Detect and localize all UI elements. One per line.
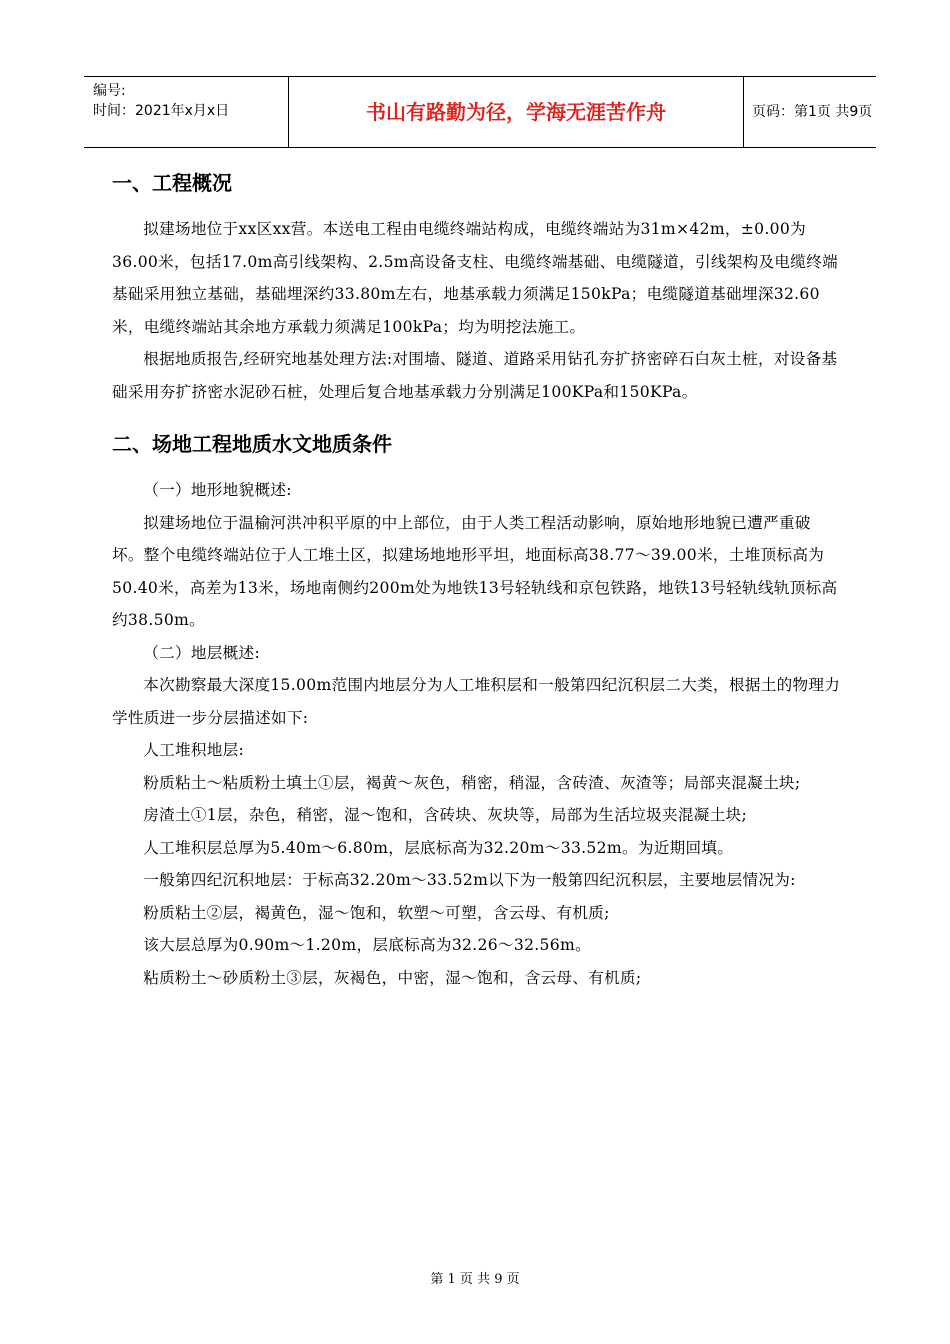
document-number-label: 编号:: [93, 83, 126, 99]
paragraph: 粉质粘土～粘质粉土填土①层，褐黄～灰色，稍密，稍湿，含砖渣、灰渣等；局部夹混凝土块;: [143, 773, 801, 792]
paragraph: 该大层总厚为0.90m～1.20m，层底标高为32.26～32.56m。: [143, 936, 591, 954]
paragraph: 人工堆积地层:: [143, 741, 245, 759]
paragraph: 人工堆积层总厚为5.40m～6.80m，层底标高为32.20m～33.52m。为近期回填。: [143, 838, 734, 857]
paragraph: 房渣土①1层，杂色，稍密，湿～饱和，含砖块、灰块等，局部为生活垃圾夹混凝土块;: [143, 806, 748, 824]
subsection-heading: （一）地形地貌概述:: [143, 481, 292, 499]
paragraph: 一般第四纪沉积地层：于标高32.20m～33.52m以下为一般第四纪沉积层，主要地层情况为:: [143, 871, 796, 889]
page-footer: 第 1 页 共 9 页: [430, 1272, 520, 1287]
paragraph: 本次勘察最大深度15.00m范围内地层分为人工堆积层和一般第四纪沉积层二大类，根据土的物理力学性质进一步分层描述如下:: [112, 676, 841, 727]
header-meta: [84, 77, 288, 147]
paragraph: 粘质粉土～砂质粉土③层，灰褐色，中密，湿～饱和，含云母、有机质;: [143, 968, 642, 987]
section-title-overview: 一、工程概况: [112, 171, 232, 195]
paragraph: 拟建场地位于xx区xx营。本送电工程由电缆终端站构成，电缆终端站为31m×42m，±0.00为36.00米，包括17.0m高引线架构、2.5m高设备支柱、电缆终端基础、电缆隧道，引线架构及电缆终端基础采用独立基础，基础埋深约33.80m左右，地基承载力须满足150kPa；电缆隧道基础埋深32.60米，电缆终端站其余地方承载力须满足100kPa；均为明挖法施工。: [112, 220, 839, 336]
page-header: [84, 76, 876, 148]
document-time-label: 时间：2021年x月x日: [93, 103, 230, 119]
section-title-geology: 二、场地工程地质水文地质条件: [112, 432, 392, 456]
header-motto: 书山有路勤为径，学海无涯苦作舟: [288, 77, 744, 147]
header-page-label: 页码：第1页 共9页: [752, 104, 873, 120]
document-body: [112, 165, 842, 994]
paragraph: 粉质粘土②层，褐黄色，湿～饱和，软塑～可塑，含云母、有机质;: [143, 903, 610, 922]
paragraph: 拟建场地位于温榆河洪冲积平原的中上部位，由于人类工程活动影响，原始地形地貌已遭严重破坏。整个电缆终端站位于人工堆土区，拟建场地地形平坦，地面标高38.77～39.00米，土堆顶标高为50.40米，高差为13米，场地南侧约200m处为地铁13号轻轨线和京包铁路，地铁13号轻轨线轨顶标高约38.50m。: [112, 513, 838, 629]
paragraph: 根据地质报告,经研究地基处理方法:对围墙、隧道、道路采用钻孔夯扩挤密碎石白灰土桩，对设备基础采用夯扩挤密水泥砂石桩，处理后复合地基承载力分别满足100KPa和150KPa。: [112, 350, 838, 401]
subsection-heading: （二）地层概述:: [143, 643, 260, 662]
